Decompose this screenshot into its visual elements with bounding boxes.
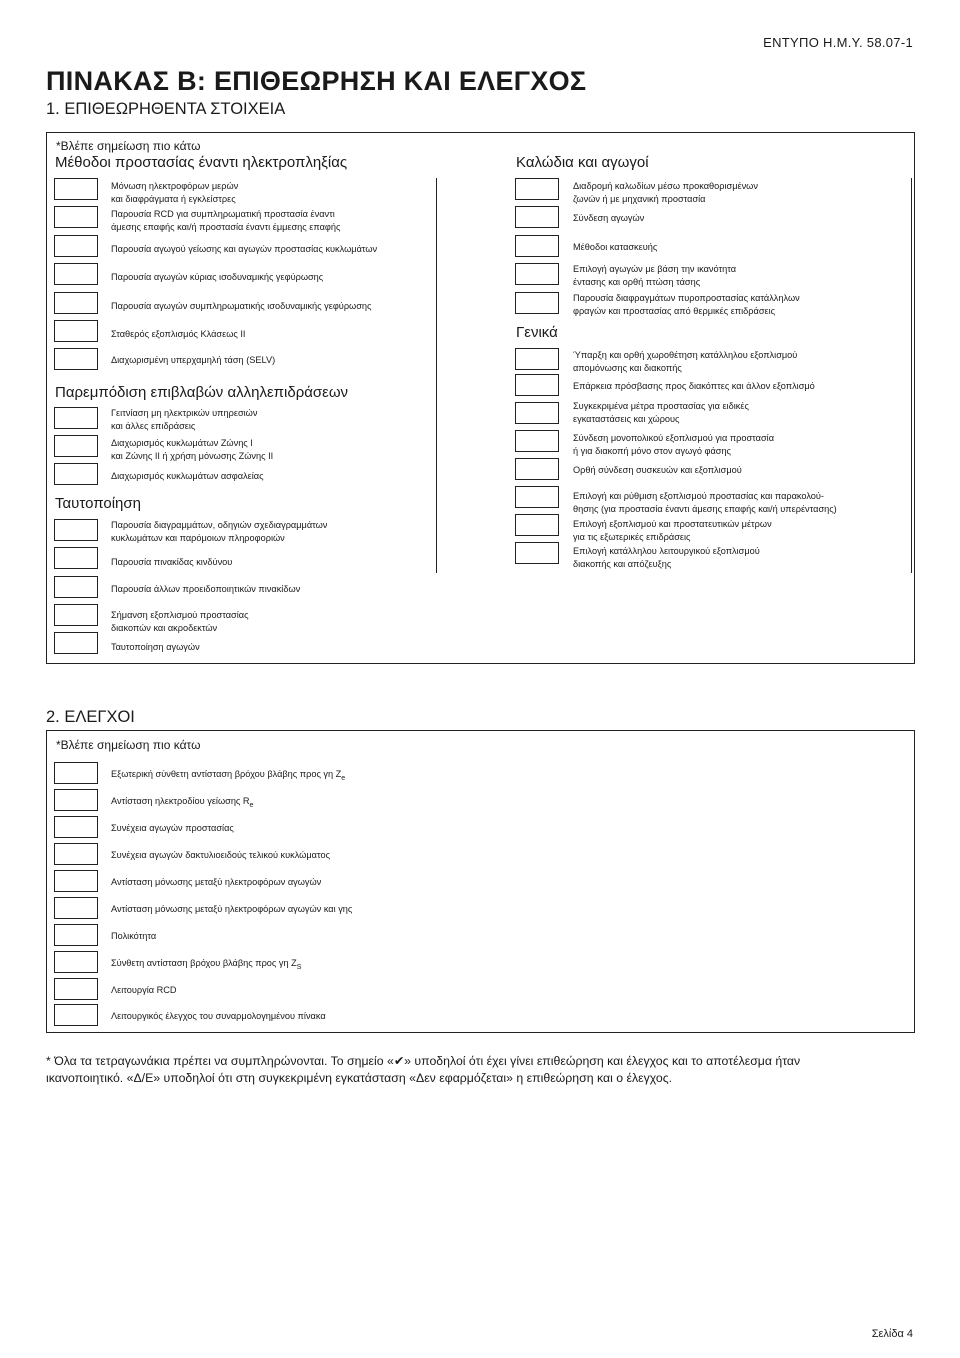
- test-item-5-checkbox[interactable]: [54, 897, 98, 919]
- form-code: ΕΝΤΥΠΟ Η.Μ.Υ. 58.07-1: [763, 35, 913, 50]
- right-group1-item-0-label: [573, 180, 758, 205]
- section1-title: 1. ΕΠΙΘΕΩΡΗΘΕΝΤΑ ΣΤΟΙΧΕΙΑ: [46, 100, 286, 118]
- test-item-3-label: [111, 849, 330, 862]
- right-group2-item-2-label-line: εγκαταστάσεις και χώρους: [573, 413, 680, 424]
- right-group2-item-7-checkbox[interactable]: [515, 542, 559, 564]
- test-item-0-checkbox[interactable]: [54, 762, 98, 784]
- group-interactions-title: Παρεμπόδιση επιβλαβών αλληλεπιδράσεων: [55, 384, 349, 401]
- left-group1-item-1-label-line: άμεσης επαφής και/ή προστασία έναντι έμμεσης επαφής: [111, 221, 341, 232]
- right-group2-item-7-label-line: Επιλογή κατάλληλου λειτουργικού εξοπλισμού: [573, 546, 760, 556]
- left-group3-item-4-checkbox[interactable]: [54, 632, 98, 654]
- test-item-subscript: S: [296, 963, 302, 971]
- right-group2-item-1-label: [573, 380, 815, 393]
- left-group1-item-5-checkbox[interactable]: [54, 320, 98, 342]
- left-group3-item-0-label-line: κυκλωμάτων και παρόμοιων πληροφοριών: [111, 532, 285, 543]
- left-group2-item-1-label: [111, 437, 273, 462]
- right-group1-item-2-checkbox[interactable]: [515, 235, 559, 257]
- left-group1-item-3-label-line: Παρουσία αγωγών κύριας ισοδυναμικής γεφύρωσης: [111, 272, 324, 282]
- right-group2-item-0-label-line: απομόνωσης και διακοπής: [573, 362, 682, 373]
- left-group2-item-0-label: [111, 407, 257, 432]
- right-group2-item-5-label-line: Επιλογή και ρύθμιση εξοπλισμού προστασίας και παρακολού-: [573, 491, 824, 501]
- right-group1-item-0-label-line: ζωνών ή με μηχανική προστασία: [573, 193, 706, 204]
- right-group1-item-1-checkbox[interactable]: [515, 206, 559, 228]
- right-group2-item-6-label-line: για τις εξωτερικές επιδράσεις: [573, 531, 691, 542]
- left-group3-item-1-checkbox[interactable]: [54, 547, 98, 569]
- left-group1-item-4-label: [111, 300, 371, 313]
- right-group1-item-1-label: [573, 212, 644, 225]
- test-item-3-checkbox[interactable]: [54, 843, 98, 865]
- left-group1-item-4-checkbox[interactable]: [54, 292, 98, 314]
- left-group3-item-2-label-line: Παρουσία άλλων προειδοποιητικών πινακίδων: [111, 584, 301, 594]
- test-item-text: Αντίσταση ηλεκτροδίου γείωσης R: [111, 796, 250, 806]
- right-group1-item-2-label: [573, 241, 657, 254]
- left-group2-item-1-label-line: Διαχωρισμός κυκλωμάτων Ζώνης Ι: [111, 438, 253, 448]
- section2-note: *Βλέπε σημείωση πιο κάτω: [56, 738, 201, 752]
- right-group1-item-1-label-line: Σύνδεση αγωγών: [573, 213, 645, 223]
- right-group2-item-5-checkbox[interactable]: [515, 486, 559, 508]
- test-item-5-label: [111, 903, 352, 916]
- right-group1-item-4-checkbox[interactable]: [515, 292, 559, 314]
- left-group1-item-6-label: [111, 354, 275, 367]
- right-group1-item-3-checkbox[interactable]: [515, 263, 559, 285]
- left-group1-item-0-checkbox[interactable]: [54, 178, 98, 200]
- test-item-text: Συνέχεια αγωγών δακτυλιοειδούς τελικού κυκλώματος: [111, 850, 331, 860]
- group-shock-protection-title: Μέθοδοι προστασίας έναντι ηλεκτροπληξίας: [55, 154, 348, 171]
- right-group2-item-0-label-line: Ύπαρξη και ορθή χωροθέτηση κατάλληλου εξοπλισμού: [573, 350, 798, 360]
- left-group3-item-1-label: [111, 556, 232, 569]
- test-item-6-label: [111, 930, 156, 943]
- test-item-2-checkbox[interactable]: [54, 816, 98, 838]
- left-group1-item-6-checkbox[interactable]: [54, 348, 98, 370]
- right-group1-item-4-label: [573, 292, 800, 317]
- right-group2-item-4-label: [573, 464, 742, 477]
- right-group2-item-7-label: [573, 545, 760, 570]
- right-group1-item-3-label-line: Επιλογή αγωγών με βάση την ικανότητα: [573, 264, 737, 274]
- left-group3-item-0-label-line: Παρουσία διαγραμμάτων, οδηγιών σχεδιαγραμμάτων: [111, 520, 328, 530]
- left-group1-item-5-label-line: Σταθερός εξοπλισμός Κλάσεως ΙΙ: [111, 329, 246, 339]
- left-group1-item-1-label: [111, 208, 340, 233]
- test-item-1-label: [111, 795, 253, 812]
- right-group2-item-3-label: [573, 432, 774, 457]
- left-group2-item-2-checkbox[interactable]: [54, 463, 98, 485]
- test-item-7-label: [111, 957, 301, 974]
- right-group1-item-4-label-line: φραγών και προστασίας από θερμικές επιδράσεις: [573, 305, 776, 316]
- right-group2-item-3-label-line: Σύνδεση μονοπολικού εξοπλισμού για προστασία: [573, 433, 775, 443]
- left-group2-item-0-label-line: και άλλες επιδράσεις: [111, 420, 196, 431]
- right-group2-item-1-label-line: Επάρκεια πρόσβασης προς διακόπτες και άλλον εξοπλισμό: [573, 381, 815, 391]
- right-group2-item-4-checkbox[interactable]: [515, 458, 559, 480]
- right-group1-item-3-label: [573, 263, 736, 288]
- test-item-7-checkbox[interactable]: [54, 951, 98, 973]
- right-group1-item-0-label-line: Διαδρομή καλωδίων μέσω προκαθορισμένων: [573, 181, 758, 191]
- left-group2-item-2-label: [111, 470, 264, 483]
- right-group2-item-0-label: [573, 349, 797, 374]
- right-group1-item-2-label-line: Μέθοδοι κατασκευής: [573, 242, 658, 252]
- left-group2-item-0-checkbox[interactable]: [54, 407, 98, 429]
- test-item-text: Εξωτερική σύνθετη αντίσταση βρόχου βλάβης προς γη Z: [111, 769, 342, 779]
- test-item-9-checkbox[interactable]: [54, 1004, 98, 1026]
- left-group1-item-3-checkbox[interactable]: [54, 263, 98, 285]
- left-group1-item-0-label: [111, 180, 238, 205]
- left-group3-item-3-label: [111, 609, 249, 634]
- left-group1-item-1-label-line: Παρουσία RCD για συμπληρωματική προστασία έναντι: [111, 209, 335, 219]
- right-group2-item-7-label-line: διακοπής και απόζευξης: [573, 558, 672, 569]
- left-group1-item-1-checkbox[interactable]: [54, 206, 98, 228]
- left-group3-item-0-checkbox[interactable]: [54, 519, 98, 541]
- right-group2-item-2-label: [573, 400, 749, 425]
- left-group1-item-4-label-line: Παρουσία αγωγών συμπληρωματικής ισοδυναμικής γεφύρωσης: [111, 301, 372, 311]
- test-item-8-checkbox[interactable]: [54, 978, 98, 1000]
- left-group1-item-6-label-line: Διαχωρισμένη υπερχαμηλή τάση (SELV): [111, 355, 276, 365]
- section1-note: *Βλέπε σημείωση πιο κάτω: [56, 139, 201, 153]
- test-item-0-label: [111, 768, 345, 785]
- left-group1-item-5-label: [111, 328, 245, 341]
- left-group1-item-2-checkbox[interactable]: [54, 235, 98, 257]
- test-item-text: Λειτουργικός έλεγχος του συναρμολογημένου πίνακα: [111, 1011, 326, 1021]
- right-group2-item-0-checkbox[interactable]: [515, 348, 559, 370]
- left-group3-item-2-label: [111, 583, 300, 596]
- page-number: Σελίδα 4: [871, 1328, 913, 1340]
- left-group3-item-4-label-line: Ταυτοποίηση αγωγών: [111, 642, 200, 652]
- left-group3-item-4-label: [111, 641, 200, 654]
- right-group2-item-2-label-line: Συγκεκριμένα μέτρα προστασίας για ειδικές: [573, 401, 749, 411]
- right-group1-item-4-label-line: Παρουσία διαφραγμάτων πυροπροστασίας κατάλληλων: [573, 293, 800, 303]
- right-group2-item-3-label-line: ή για διακοπή μόνο στον αγωγό φάσης: [573, 445, 731, 456]
- group-cables-title: Καλώδια και αγωγοί: [516, 154, 649, 171]
- right-group2-item-4-label-line: Ορθή σύνδεση συσκευών και εξοπλισμού: [573, 465, 742, 475]
- left-group2-item-0-label-line: Γειτνίαση μη ηλεκτρικών υπηρεσιών: [111, 408, 258, 418]
- test-item-2-label: [111, 822, 234, 835]
- right-group2-item-5-label-line: θησης (για προστασία έναντι άμεσης επαφής και/ή υπερέντασης): [573, 503, 837, 514]
- test-item-text: Λειτουργία RCD: [111, 985, 177, 995]
- group-identification-title: Ταυτοποίηση: [55, 495, 141, 512]
- left-group3-item-3-label-line: διακοπών και ακροδεκτών: [111, 622, 218, 633]
- footnote-line-2: ικανοποιητικό. «Δ/Ε» υποδηλοί ότι στη συγκεκριμένη εγκατάσταση «Δεν εφαρμόζεται» η επιθεώρηση και ο έλεγχος.: [46, 1071, 673, 1085]
- left-group3-item-1-label-line: Παρουσία πινακίδας κινδύνου: [111, 557, 233, 567]
- column-divider-right: [911, 178, 912, 573]
- footnote-line-1: * Όλα τα τετραγωνάκια πρέπει να συμπληρώνονται. Το σημείο «✔» υποδηλοί ότι έχει γίνει επιθεώρηση και έλεγχος και το αποτέλεσμα ήταν: [46, 1054, 801, 1068]
- test-item-6-checkbox[interactable]: [54, 924, 98, 946]
- right-group2-item-5-label: [573, 490, 837, 515]
- test-item-text: Συνέχεια αγωγών προστασίας: [111, 823, 234, 833]
- left-group1-item-2-label-line: Παρουσία αγωγού γείωσης και αγωγών προστασίας κυκλωμάτων: [111, 244, 378, 254]
- left-group2-item-1-checkbox[interactable]: [54, 435, 98, 457]
- right-group1-item-0-checkbox[interactable]: [515, 178, 559, 200]
- section2-title: 2. ΕΛΕΓΧΟΙ: [46, 708, 135, 726]
- right-group2-item-6-label: [573, 518, 772, 543]
- right-group2-item-2-checkbox[interactable]: [515, 402, 559, 424]
- test-item-text: Αντίσταση μόνωσης μεταξύ ηλεκτροφόρων αγωγών: [111, 877, 322, 887]
- test-item-4-label: [111, 876, 321, 889]
- left-group2-item-1-label-line: και Ζώνης ΙΙ ή χρήση μόνωσης Ζώνης ΙΙ: [111, 450, 274, 461]
- left-group1-item-2-label: [111, 243, 377, 256]
- footnote: [46, 1053, 916, 1087]
- right-group2-item-1-checkbox[interactable]: [515, 374, 559, 396]
- right-group2-item-6-checkbox[interactable]: [515, 514, 559, 536]
- left-group3-item-3-checkbox[interactable]: [54, 604, 98, 626]
- left-group1-item-0-label-line: Μόνωση ηλεκτροφόρων μερών: [111, 181, 239, 191]
- page-title: ΠΙΝΑΚΑΣ Β: ΕΠΙΘΕΩΡΗΣΗ ΚΑΙ ΕΛΕΓΧΟΣ: [46, 66, 587, 96]
- left-group1-item-3-label: [111, 271, 323, 284]
- left-group3-item-2-checkbox[interactable]: [54, 576, 98, 598]
- test-item-text: Πολικότητα: [111, 931, 157, 941]
- left-group3-item-3-label-line: Σήμανση εξοπλισμού προστασίας: [111, 610, 249, 620]
- left-group3-item-0-label: [111, 519, 327, 544]
- test-item-1-checkbox[interactable]: [54, 789, 98, 811]
- test-item-text: Αντίσταση μόνωσης μεταξύ ηλεκτροφόρων αγωγών και γης: [111, 904, 353, 914]
- test-item-subscript: e: [341, 774, 346, 782]
- right-group2-item-3-checkbox[interactable]: [515, 430, 559, 452]
- left-group2-item-2-label-line: Διαχωρισμός κυκλωμάτων ασφαλείας: [111, 471, 264, 481]
- test-item-9-label: [111, 1010, 326, 1023]
- column-divider-left: [436, 178, 437, 573]
- test-item-text: Σύνθετη αντίσταση βρόχου βλάβης προς γη Z: [111, 958, 297, 968]
- group-general-title: Γενικά: [516, 324, 558, 341]
- right-group1-item-3-label-line: έντασης και ορθή πτώση τάσης: [573, 276, 701, 287]
- left-group1-item-0-label-line: και διαφράγματα ή εγκλείστρες: [111, 193, 236, 204]
- test-item-subscript: e: [249, 801, 254, 809]
- test-item-4-checkbox[interactable]: [54, 870, 98, 892]
- right-group2-item-6-label-line: Επιλογή εξοπλισμού και προστατευτικών μέτρων: [573, 519, 772, 529]
- test-item-8-label: [111, 984, 177, 997]
